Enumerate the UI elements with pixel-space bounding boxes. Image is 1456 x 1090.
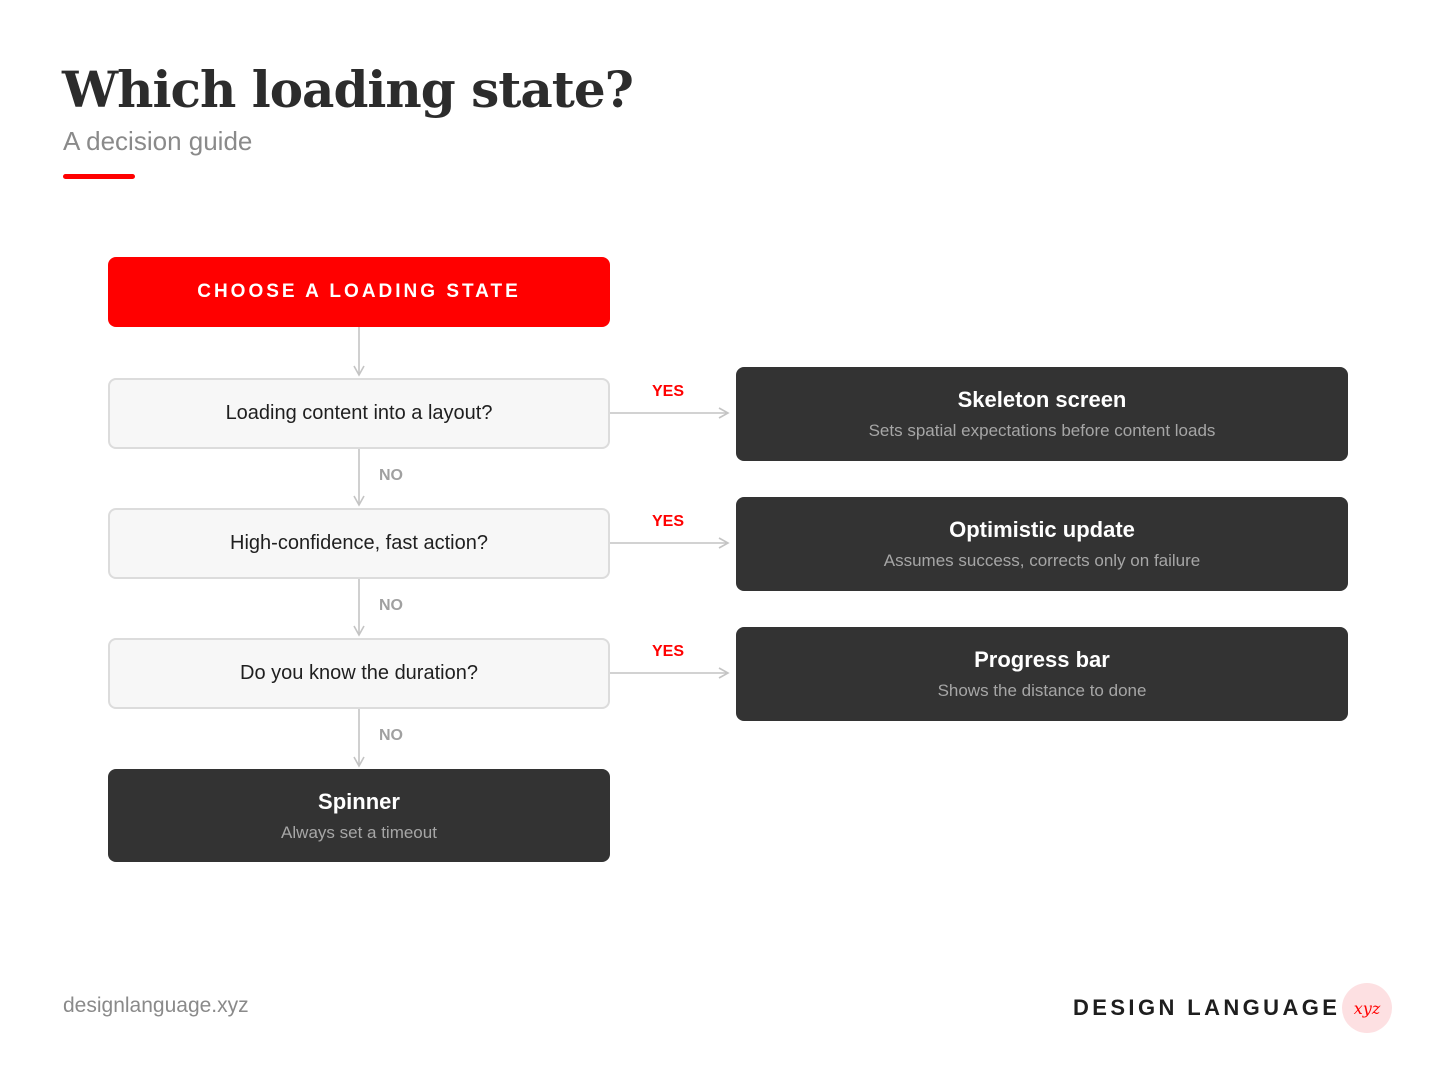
no-label: NO [379, 597, 403, 614]
question-node-fast-action: High-confidence, fast action? [108, 508, 610, 579]
outcome-description: Sets spatial expectations before content loads [868, 421, 1216, 440]
outcome-node-spinner [108, 769, 610, 862]
start-node: CHOOSE A LOADING STATE [108, 257, 610, 327]
outcome-title: Optimistic update [949, 517, 1135, 542]
outcome-title: Spinner [318, 788, 400, 814]
page-title: Which loading state? [62, 60, 633, 119]
yes-label: YES [652, 383, 685, 400]
yes-label: YES [652, 513, 685, 530]
brand-wordmark: DESIGN LANGUAGE [1073, 995, 1341, 1020]
outcome-title: Progress bar [974, 647, 1110, 672]
outcome-description: Always set a timeout [281, 822, 437, 842]
outcome-node-skeleton-screen [736, 367, 1348, 461]
outcome-node-optimistic-update [736, 497, 1348, 591]
question-node-layout: Loading content into a layout? [108, 378, 610, 449]
outcome-description: Shows the distance to done [937, 681, 1147, 700]
page-subtitle: A decision guide [63, 126, 253, 156]
outcome-node-progress-bar [736, 627, 1348, 721]
question-node-duration: Do you know the duration? [108, 638, 610, 709]
yes-label: YES [652, 643, 685, 660]
footer-url: designlanguage.xyz [63, 994, 249, 1017]
brand-logo-badge: xyz [1342, 983, 1392, 1033]
no-label: NO [379, 467, 403, 484]
outcome-title: Skeleton screen [957, 387, 1127, 412]
outcome-description: Assumes success, corrects only on failure [883, 551, 1201, 570]
no-label: NO [379, 727, 403, 744]
